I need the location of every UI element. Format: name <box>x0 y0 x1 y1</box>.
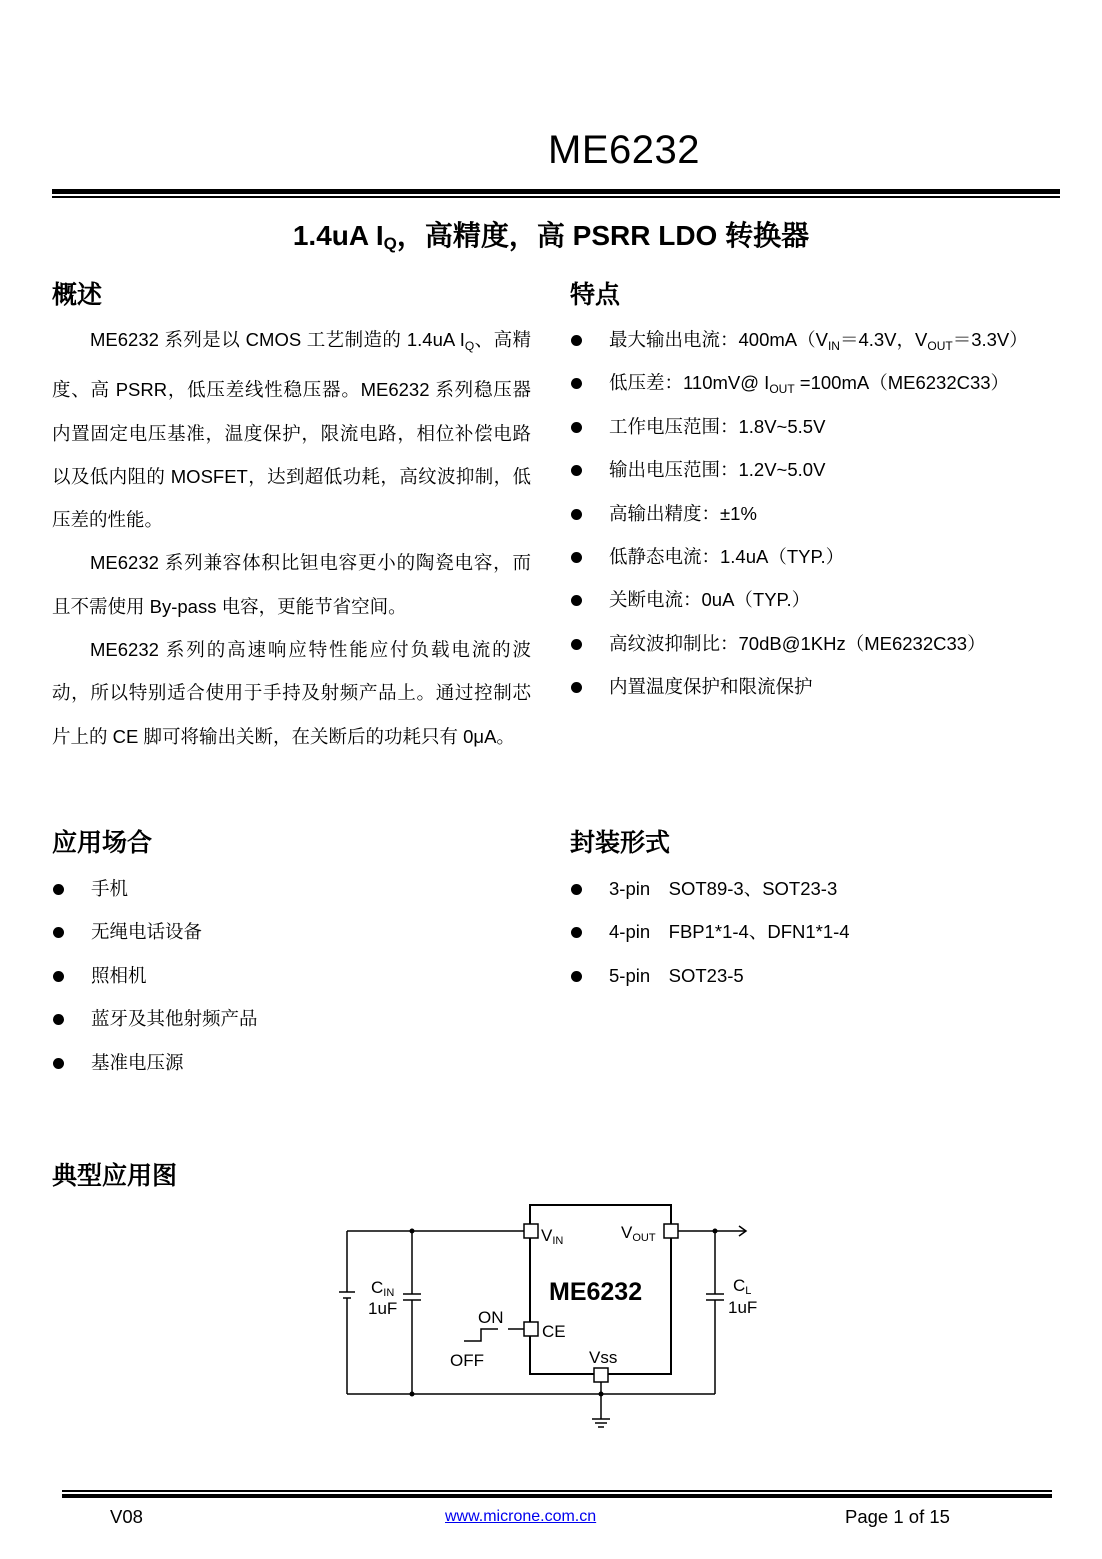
package-item: 4-pin FBP1*1-4、DFN1*1-4 <box>571 910 850 953</box>
ce-pin <box>524 1322 538 1336</box>
footer-rule-thin <box>62 1490 1052 1492</box>
off-label: OFF <box>450 1351 484 1370</box>
document-title: 1.4uA $I_Q$，高精度，高 PSRR LDO 转换器 <box>292 220 810 253</box>
ce-label: CE <box>542 1322 566 1341</box>
vin-label: VIN <box>541 1226 564 1247</box>
cl-label: CL <box>733 1276 752 1297</box>
vin-pin <box>524 1224 538 1238</box>
application-item: 照相机 <box>53 954 258 997</box>
chip-label: ME6232 <box>549 1278 643 1306</box>
part-number: ME6232 <box>548 128 700 172</box>
feature-item: 低压差：110mV@ $I_{OUT} =100mA(ME6232C33)$ <box>571 361 1028 404</box>
footer-rule-thick <box>62 1494 1052 1498</box>
overview-paragraph-3: ME6232 系列的高速响应特性能应付负载电流的波动，所以特别适合使用于手持及射频产品上。通过控制芯片上的 CE 脚可将输出关断，在关断后的功耗只有 0μA。 <box>52 639 531 747</box>
vss-pin <box>594 1368 608 1382</box>
footer-version: V08 <box>110 1506 143 1527</box>
package-item: 5-pin SOT23-5 <box>571 954 850 997</box>
feature-item: 最大输出电流：$400mA(V_{IN}=4.3V$，$V_{OUT}=3.3V$） <box>571 318 1028 361</box>
overview-paragraph-2: ME6232 系列兼容体积比钽电容更小的陶瓷电容，而且不需使用 By-pass 电容，更能节省空间。 <box>52 552 531 617</box>
vout-pin <box>664 1224 678 1238</box>
feature-item: 内置温度保护和限流保护 <box>571 665 1028 708</box>
vss-label: Vss <box>589 1348 618 1367</box>
diagram-heading: 典型应用图 <box>52 1162 178 1190</box>
overview-heading: 概述 <box>52 281 103 309</box>
feature-item: 工作电压范围：1.8V~5.5V <box>571 405 1028 448</box>
cl-value: 1uF <box>728 1298 758 1317</box>
on-label: ON <box>478 1308 504 1327</box>
footer-page-number: Page 1 of 15 <box>845 1506 950 1527</box>
application-item: 无绳电话设备 <box>53 910 258 953</box>
feature-item: 高输出精度：±1% <box>571 492 1028 535</box>
cin-value: 1uF <box>368 1299 398 1318</box>
package-item: 3-pin SOT89-3、SOT23-3 <box>571 867 850 910</box>
features-heading: 特点 <box>570 281 621 309</box>
feature-item: 低静态电流：1.4uA（TYP.） <box>571 535 1028 578</box>
application-item: 基准电压源 <box>53 1041 258 1084</box>
feature-item: 输出电压范围：1.2V~5.0V <box>571 448 1028 491</box>
cin-label: CIN <box>371 1278 395 1299</box>
application-item: 蓝牙及其他射频产品 <box>53 997 258 1040</box>
packages-heading: 封装形式 <box>570 829 671 857</box>
vout-label: VOUT <box>621 1223 656 1244</box>
applications-heading: 应用场合 <box>52 829 153 857</box>
feature-item: 高纹波抑制比：70dB@1KHz（ME6232C33） <box>571 622 1028 665</box>
application-item: 手机 <box>53 867 258 910</box>
feature-item: 关断电流：0uA（TYP.） <box>571 578 1028 621</box>
overview-paragraph-1: ME6232 系列是以 CMOS 工艺制造的 1.4uA $I_Q$、高精度、高 PSRR，低压差线性稳压器。ME6232 系列稳压器内置固定电压基准，温度保护，限流电路，相位补偿电路以及低内阻的 MOSFET，达到超低功耗，高纹波抑制，低压差的性能。 <box>52 329 531 531</box>
footer-website-link[interactable]: www.microne.com.cn <box>445 1508 597 1525</box>
